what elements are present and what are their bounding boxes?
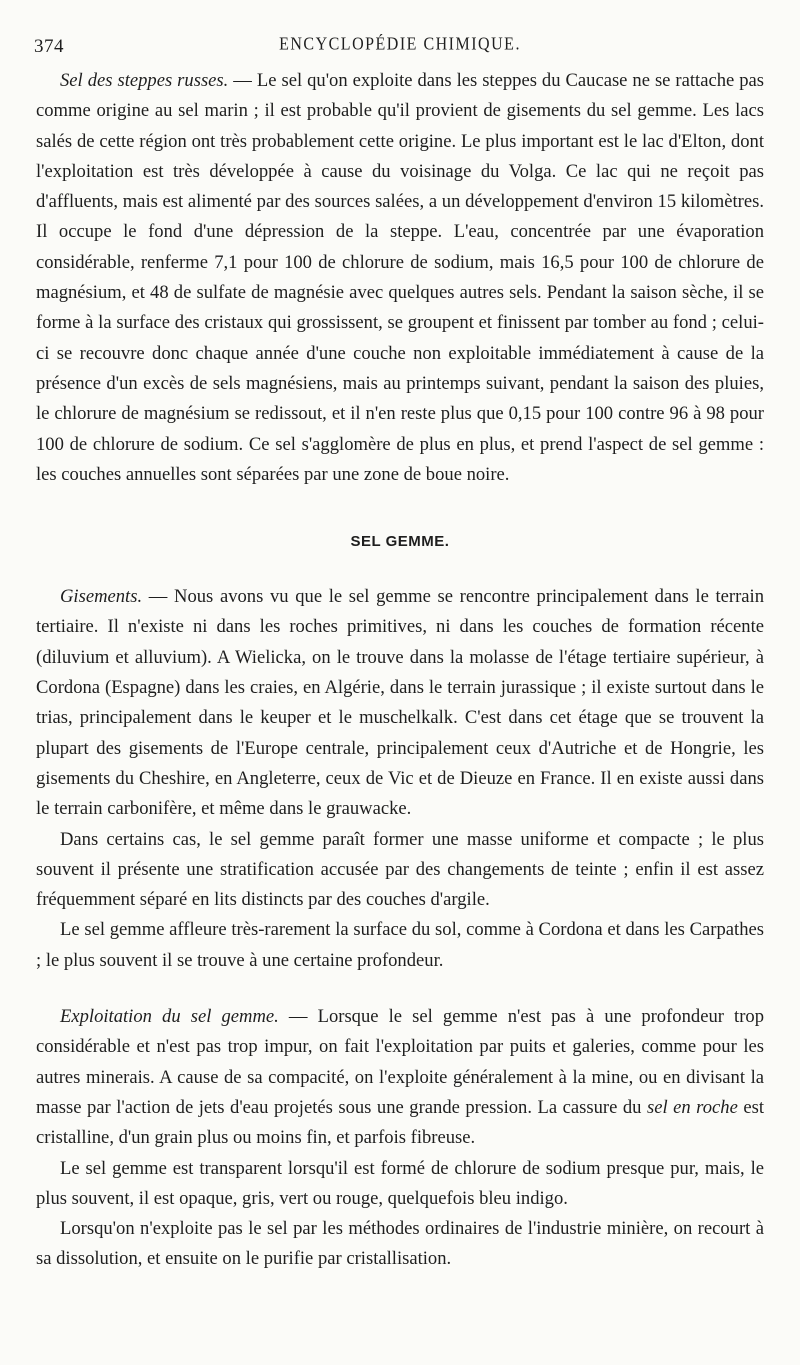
running-title: ENCYCLOPÉDIE CHIMIQUE. — [279, 34, 521, 55]
paragraph-stratification: Dans certains cas, le sel gemme paraît former une masse uniforme et compacte ; le plus souvent il présente une stratification accusée par des changements de teinte ; enfin il est assez fréquemment séparé en lits distincts par des couches d'argile. — [36, 828, 764, 911]
page-body — [36, 66, 764, 1275]
paragraph-transparence: Le sel gemme est transparent lorsqu'il est formé de chlorure de sodium presque pur, mais, le plus souvent, il est opaque, gris, vert ou rouge, quelquefois bleu indigo. — [36, 1157, 764, 1209]
paragraph-text: Lorsque le sel gemme n'est pas à une profondeur trop considérable et n'est pas trop impur, on fait l'exploitation par puits et galeries, comme pour les autres minerais. A cause de sa compacité, on l'exploite généralement à la mine, ou en divisant la masse par l'action de jets d'eau projetés sous une grande pression. La cassure du — [36, 1006, 764, 1118]
section-heading: SEL GEMME. — [350, 533, 450, 551]
paragraph-lead-title: Gisements. — [60, 586, 143, 608]
emphasis-sel-en-roche: sel en roche — [646, 1096, 738, 1118]
paragraph-text: Le sel qu'on exploite dans les steppes du Caucase ne se rattache pas comme origine au sel marin ; il est probable qu'il provient de gisements du sel gemme. Les lacs salés de cette région ont très probablement cette origine. Le plus important est le lac d'Elton, dont l'exploitation est très développée à cause du voisinage du Volga. Ce lac qui ne reçoit pas d'affluents, mais est alimenté par des sources salées, a un développement d'environ 15 kilomètres. Il occupe le fond d'une dépression de la steppe. L'eau, concentrée par une évaporation considérable, renferme 7,1 pour 100 de chlorure de sodium, mais 16,5 pour 100 de chlorure de magnésium, et 48 de sulfate de magnésie avec quelques autres sels. Pendant la saison sèche, il se forme à la surface des cristaux qui grossissent, se groupent et finissent par tomber au fond ; celui-ci se recouvre donc chaque année d'une couche non exploitable immédiatement à cause de la présence d'un excès de sels magnésiens, mais au printemps suivant, pendant la saison des pluies, le chlorure de magnésium se redissout, et il n'en reste plus que 0,15 pour 100 contre 96 à 98 pour 100 de chlorure de sodium. Ce sel s'agglomère de plus en plus, et prend l'aspect de sel gemme : les couches annuelles sont séparées par une zone de boue noire. — [36, 70, 765, 485]
lead-dash: — — [278, 1006, 318, 1028]
paragraph-lead-title: Sel des steppes russes. — [60, 70, 229, 91]
paragraph-affleurement: Le sel gemme affleure très-rarement la surface du sol, comme à Cordona et dans les Carpathes ; le plus souvent il se trouve à une certaine profondeur. — [36, 919, 764, 971]
lead-dash: — — [228, 70, 257, 91]
paragraph-text: Nous avons vu que le sel gemme se rencontre principalement dans le terrain tertiaire. Il n'existe ni dans les roches primitives, ni dans les couches de formation récente (diluvium et alluvium). A Wielicka, on le trouve dans la molasse de l'étage tertiaire supérieur, à Cordona (Espagne) dans les craies, en Algérie, dans le terrain jurassique ; il existe surtout dans le trias, principalement dans le keuper et le muschelkalk. C'est dans cet étage que se trouvent la plupart des gisements de l'Europe centrale, principalement ceux d'Autriche et de Hongrie, les gisements du Cheshire, en Angleterre, ceux de Vic et de Dieuze en France. Il en existe aussi dans le terrain carbonifère, et même dans le grauwacke. — [36, 586, 764, 820]
paragraph-exploitation — [36, 1002, 764, 1153]
paragraph-text-end: est cristalline, d'un grain plus ou moins fin, et parfois fibreuse. — [36, 1096, 764, 1149]
paragraph-sel-des-steppes — [36, 66, 764, 490]
paragraph-dissolution: Lorsqu'on n'exploite pas le sel par les méthodes ordinaires de l'industrie minière, on recourt à sa dissolution, et ensuite on le purifie par cristallisation. — [36, 1218, 764, 1270]
page-number: 374 — [34, 36, 64, 57]
paragraph-lead-title: Exploitation du sel gemme. — [60, 1006, 279, 1028]
running-header — [34, 36, 766, 62]
lead-dash: — — [142, 586, 175, 608]
paragraph-gisements — [36, 582, 764, 824]
